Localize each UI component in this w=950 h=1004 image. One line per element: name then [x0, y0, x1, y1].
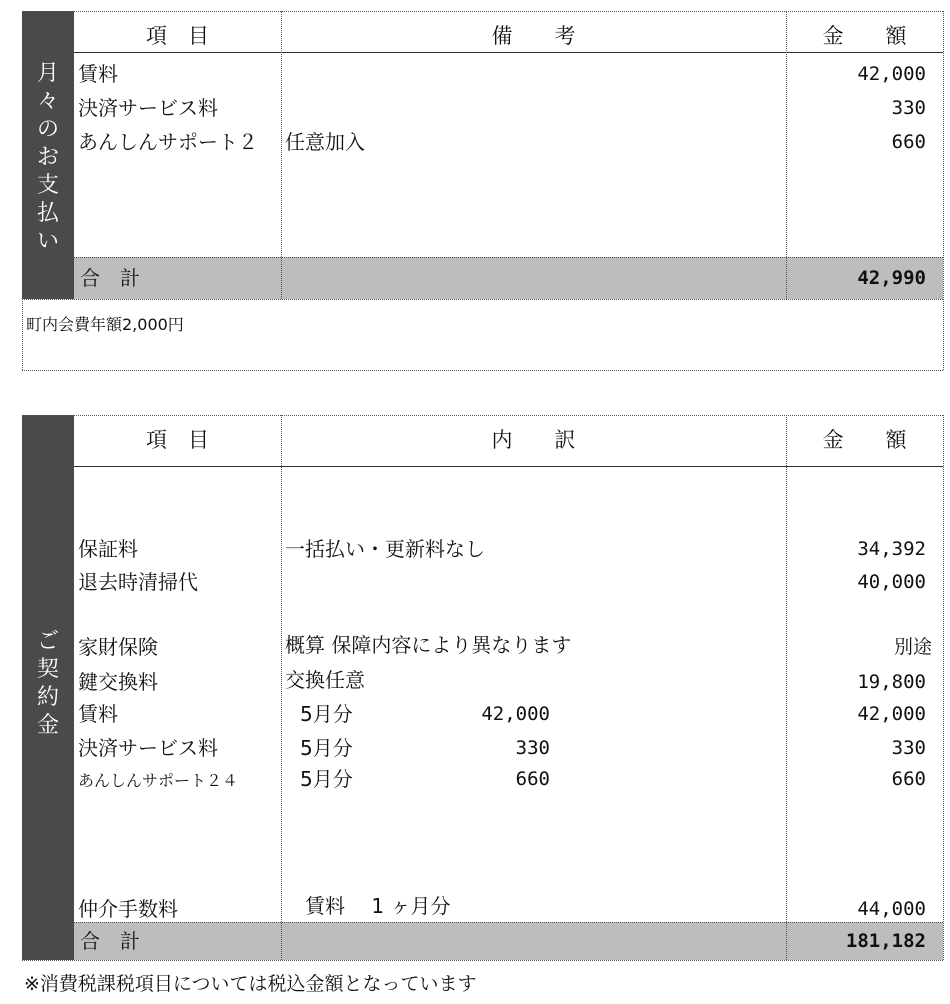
contract-row-detail: 5月分: [300, 767, 353, 791]
contract-row-item: 保証料: [78, 537, 138, 561]
contract-row-item: 決済サービス料: [78, 736, 218, 760]
contract-row-item: 鍵交換料: [78, 670, 158, 694]
contract-row-detail: 交換任意: [285, 668, 365, 692]
contract-row-detail-amount: 42,000: [481, 703, 550, 725]
monthly-row-amount: 42,000: [857, 63, 926, 85]
monthly-header-note: 備 考: [491, 24, 576, 48]
contract-col-divider-2: [786, 415, 787, 960]
contract-row-amount: 660: [891, 768, 926, 790]
side-label-char: 金: [36, 713, 59, 738]
contract-top-border: [22, 415, 943, 416]
contract-row-detail: 5月分: [300, 736, 353, 760]
tax-footnote: ※消費税課税項目については税込金額となっています: [24, 973, 477, 995]
contract-row-item: 仲介手数料: [78, 897, 178, 921]
side-label-char: 々: [36, 89, 59, 114]
contract-row-detail: 一括払い・更新料なし: [285, 537, 485, 561]
contract-row-detail: 概算 保障内容により異なります: [285, 633, 572, 657]
contract-total-label: 合 計: [80, 929, 140, 953]
side-label-char: の: [36, 117, 59, 142]
contract-row-amount: 34,392: [857, 538, 926, 560]
contract-row-amount: 42,000: [857, 703, 926, 725]
contract-row-amount: 44,000: [857, 898, 926, 920]
contract-header-divider: [74, 466, 943, 467]
side-label-char: 月: [36, 61, 59, 86]
side-label-char: お: [36, 145, 59, 170]
side-label-char: い: [36, 229, 59, 254]
monthly-row-amount: 330: [891, 97, 926, 119]
monthly-header-item: 項 目: [146, 24, 209, 48]
contract-row-amount: 別途: [893, 636, 932, 658]
monthly-row-amount: 660: [891, 131, 926, 153]
contract-row-item: 家財保険: [78, 635, 158, 659]
contract-total-value: 181,182: [845, 930, 926, 952]
side-label-char: 約: [36, 685, 59, 710]
monthly-row-note: 任意加入: [285, 130, 365, 154]
monthly-row-item: 決済サービス料: [78, 96, 218, 120]
contract-bottom-border: [22, 960, 943, 961]
contract-row-amount: 40,000: [857, 571, 926, 593]
monthly-note-bottom-border: [22, 370, 943, 371]
side-label-char: 払: [36, 201, 59, 226]
contract-header-item: 項 目: [146, 428, 209, 452]
contract-row-detail: 5月分: [300, 702, 353, 726]
monthly-bottom-border: [22, 299, 943, 300]
contract-row-amount: 330: [891, 737, 926, 759]
monthly-right-border: [943, 11, 944, 370]
monthly-note-left-border: [22, 299, 23, 370]
contract-row-detail-amount: 660: [515, 768, 550, 790]
contract-row-detail-amount: 330: [515, 737, 550, 759]
monthly-col-divider-1: [281, 11, 282, 299]
monthly-row-item: 賃料: [78, 62, 118, 86]
monthly-total-value: 42,990: [857, 267, 926, 289]
monthly-header-divider: [74, 52, 943, 53]
contract-row-detail: 賃料 1 ヶ月分: [305, 894, 451, 918]
contract-row-amount: 19,800: [857, 671, 926, 693]
contract-col-divider-1: [281, 415, 282, 960]
monthly-row-item: あんしんサポート２: [78, 130, 258, 154]
monthly-top-border: [22, 11, 943, 12]
contract-row-item: あんしんサポート２４: [78, 771, 239, 790]
side-label-char: ご: [36, 629, 59, 654]
contract-header-detail: 内 訳: [491, 428, 576, 452]
contract-total-bg: [74, 922, 943, 960]
monthly-col-divider-2: [786, 11, 787, 299]
monthly-header-amount: 金 額: [822, 24, 907, 48]
contract-right-border: [943, 415, 944, 960]
monthly-total-divider: [74, 257, 943, 258]
monthly-total-bg: [74, 257, 943, 299]
monthly-note-text: 町内会費年額2,000円: [26, 315, 184, 334]
contract-row-item: 退去時清掃代: [78, 570, 198, 594]
contract-row-item: 賃料: [78, 702, 118, 726]
side-label-char: 契: [36, 657, 59, 682]
contract-header-amount: 金 額: [822, 428, 907, 452]
monthly-total-label: 合 計: [80, 266, 140, 290]
side-label-char: 支: [36, 173, 59, 198]
contract-total-divider: [74, 922, 943, 923]
